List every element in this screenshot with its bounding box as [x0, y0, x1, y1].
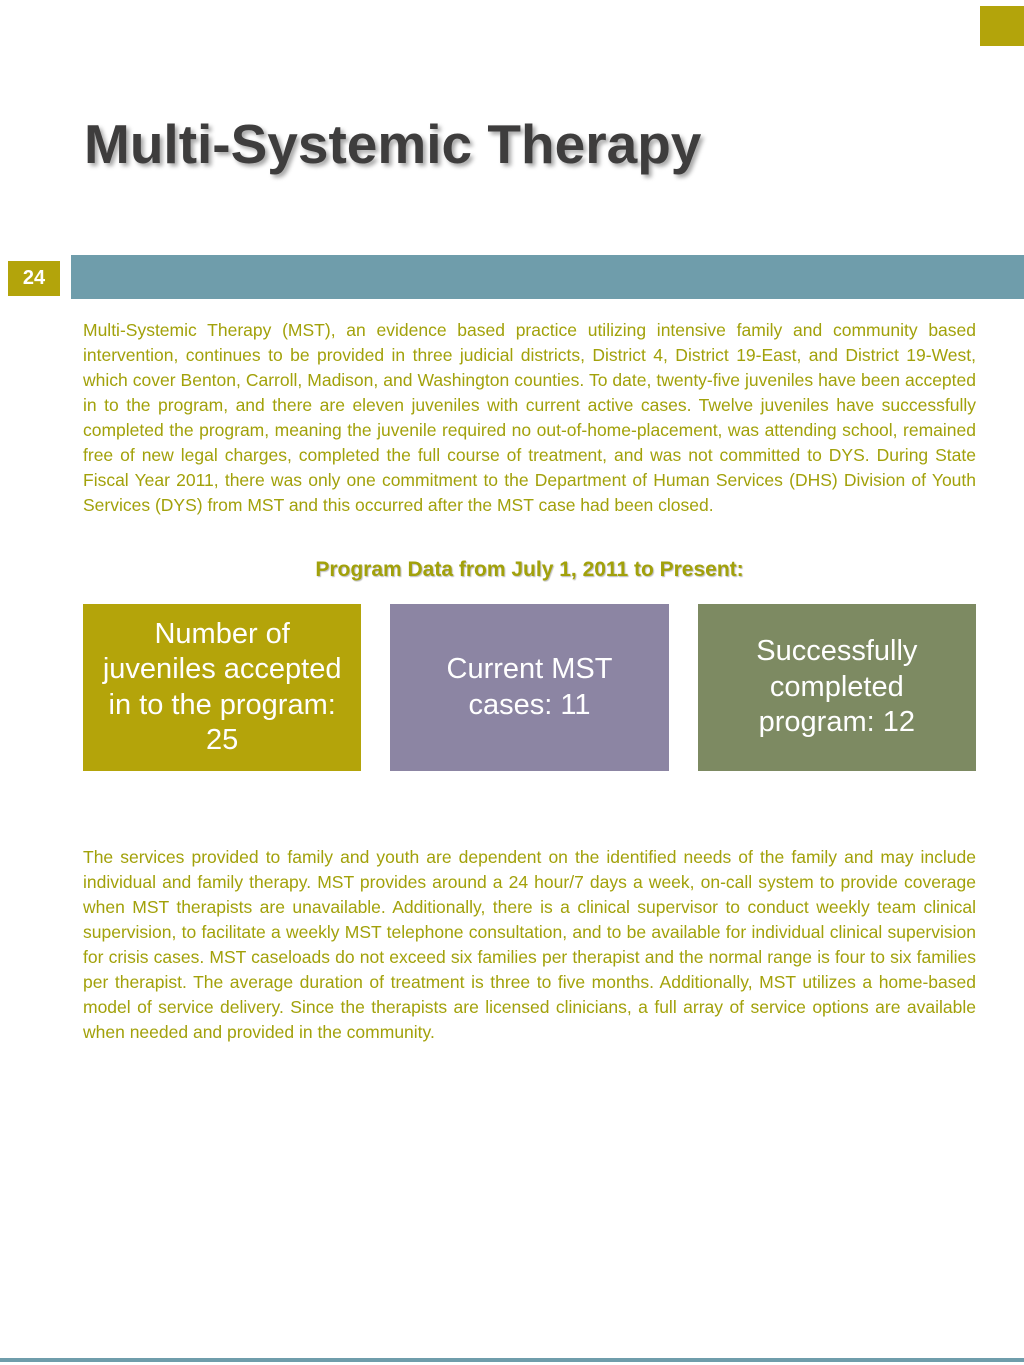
section-heading: Program Data from July 1, 2011 to Present: — [315, 558, 744, 581]
stat-box-accepted — [83, 604, 361, 771]
intro-paragraph: Multi-Systemic Therapy (MST), an evidence based practice utilizing intensive family and community based intervention, continues to be provided in three judicial districts, District 4, District 19-East, and District 19-West, which cover Benton, Carroll, Madison, and Washington counties. To date, twenty-five juveniles have been accepted in to the program, and there are eleven juveniles with current active cases. Twelve juveniles have successfully completed the program, meaning the juvenile required no out-of-home-placement, was attending school, remained free of new legal charges, completed the full course of treatment, and was not committed to DYS. During State Fiscal Year 2011, there was only one commitment to the Department of Human Services (DHS) Division of Youth Services (DYS) from MST and this occurred after the MST case had been closed. — [83, 320, 976, 515]
page-title: Multi-Systemic Therapy — [84, 113, 702, 175]
services-paragraph: The services provided to family and youth are dependent on the identified needs of the family and may include individual and family therapy. MST provides around a 24 hour/7 days a week, on-call system to provide coverage when MST therapists are unavailable. Additionally, there is a clinical supervisor to conduct weekly team clinical supervision, to facilitate a weekly MST telephone consultation, and to be available for individual clinical supervision for crisis cases. MST caseloads do not exceed six families per therapist and the normal range is four to six families per therapist. The average duration of treatment is three to five months. Additionally, MST utilizes a home-based model of service delivery. Since the therapists are licensed clinicians, a full array of service options are available when needed and provided in the community. — [83, 847, 976, 1042]
stat-box-accepted-label: Number of juveniles accepted in to the program: 25 — [102, 617, 342, 756]
stat-boxes-row — [83, 604, 976, 771]
stat-box-current-cases-label: Current MST cases: 11 — [446, 653, 613, 721]
header-band — [71, 255, 1024, 299]
stat-box-completed-label: Successfully completed program: 12 — [756, 635, 918, 739]
stat-box-current-cases — [390, 604, 668, 771]
corner-accent-square — [980, 6, 1024, 46]
page-number-badge: 24 — [8, 261, 60, 296]
bottom-rule — [0, 1358, 1024, 1362]
stat-box-completed — [698, 604, 976, 771]
